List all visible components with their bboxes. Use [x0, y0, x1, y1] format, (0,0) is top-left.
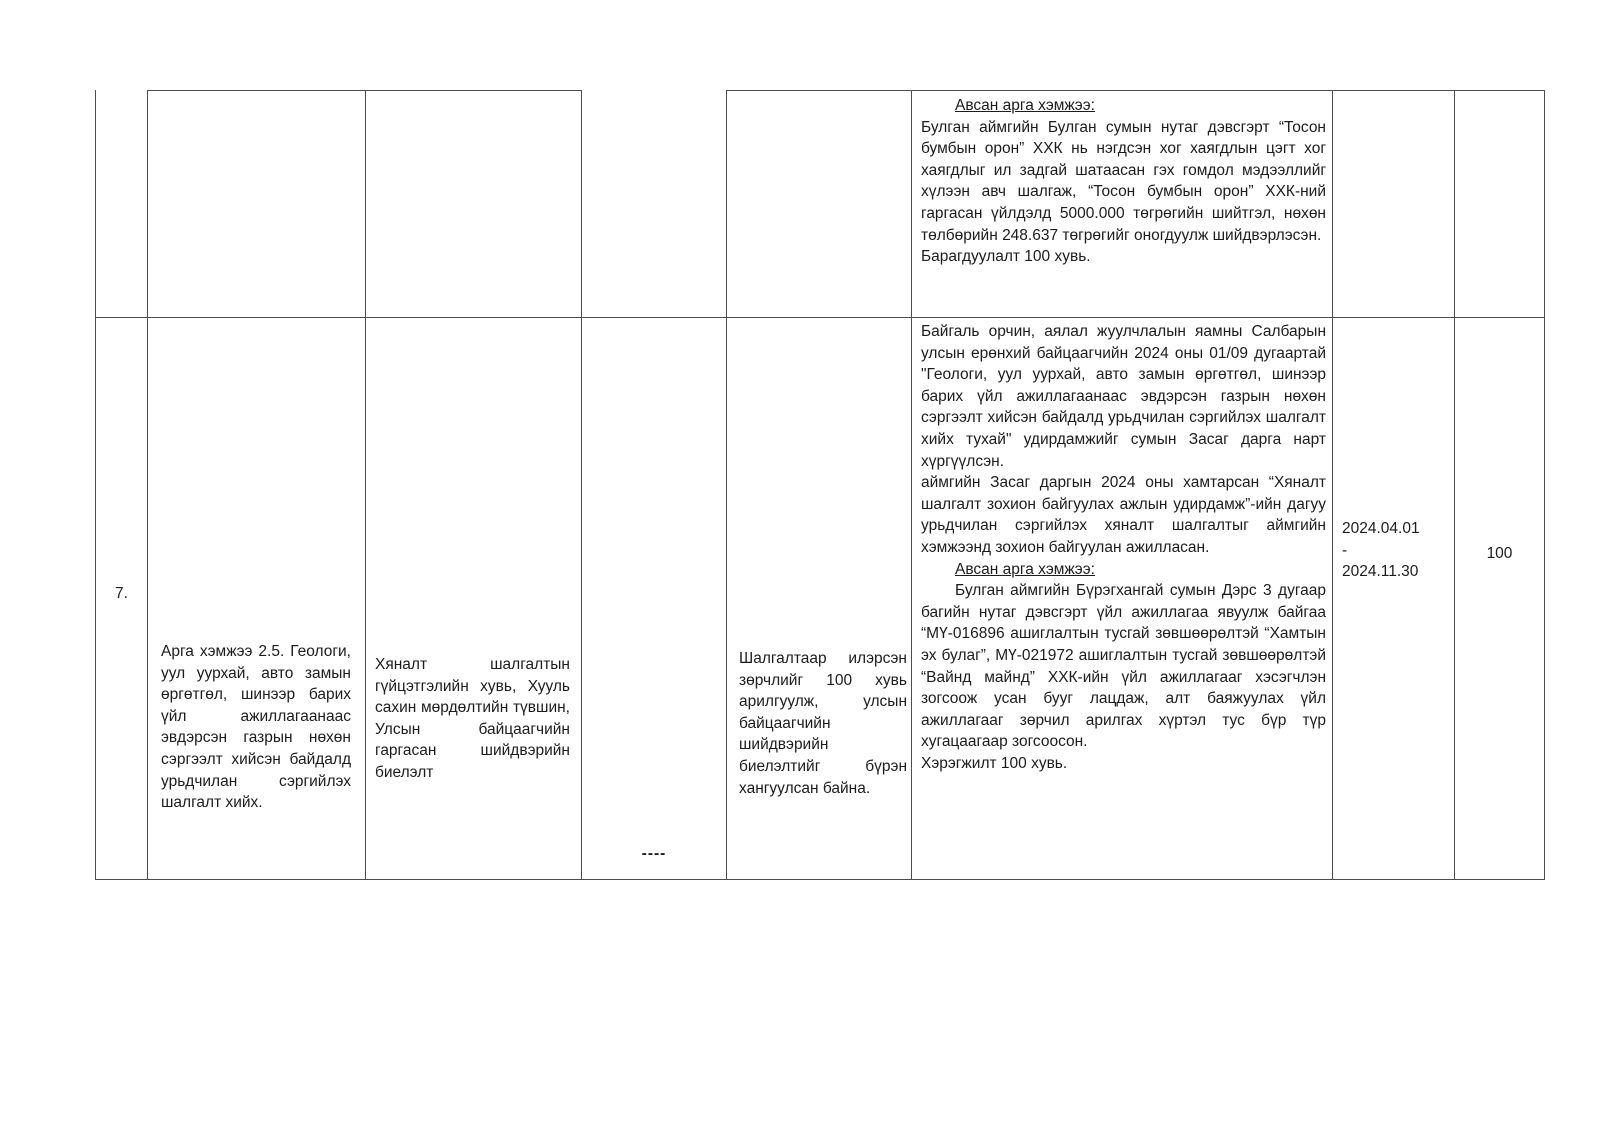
- result-paragraph: Булган аймгийн Бүрэгхангай сумын Дэрс 3 дугаар багийн нутаг дэвсгэрт үйл ажиллагаа явуулж байгаа “МҮ-016896 ашиглалтын тусгай зөвшөөрөлтэй “Хамтын эх булаг”, МҮ-021972 ашиглалтын тусгай зөвшөөрөлтэй “Вайнд майнд” ХХК-ийн үйл ажиллагааг хэсэгчлэн зогсоож усан бууг лацдаж, алт баяжуулах үйл ажиллагааг зөрчил арилгах хүртэл тус бүр түр хугацаагаар зогсоосон.: [921, 582, 1326, 751]
- measure-text: Арга хэмжээ 2.5. Геологи, уул уурхай, авто замын өргөтгөл, шинээр барих үйл ажиллагаанаас эвдэрсэн газрын нөхөн сэргээлт хийсэн байдалд урьдчилан сэргийлэх шалгалт хийх.: [161, 643, 351, 812]
- continuation-measure-cell: [148, 90, 366, 318]
- result-paragraph: Байгаль орчин, аялал жуулчлалын яамны Салбарын улсын ерөнхий байцаагчийн 2024 оны 01/09 дугаартай "Геологи, уул уурхай, авто замын өргөтгөл, шинээр барих үйл ажиллагаанаас эвдэрсэн газрын нөхөн сэргээлт хийсэн байдалд урьдчилан сэргийлэх шалгалт хийх тухай" удирдамжийг сумын Засаг дарга нарт хүргүүлсэн.: [921, 323, 1326, 470]
- continuation-score-cell: [1455, 90, 1545, 318]
- report-table: [95, 90, 1545, 880]
- continuation-period-cell: [1333, 90, 1455, 318]
- indicator-cell: [366, 318, 582, 880]
- score-cell: [1455, 318, 1545, 880]
- target-text: Шалгалтаар илэрсэн зөрчлийг 100 хувь арилгуулж, улсын байцаагчийн шийдвэрийн биелэлтийг бүрэн хангуулсан байна.: [739, 650, 907, 797]
- continuation-budget-cell: [582, 90, 727, 318]
- result-paragraph: аймгийн Засаг даргын 2024 оны хамтарсан “Хяналт шалгалт зохион байгуулах ажлын удирдамж”-ийн дагуу урьдчилан сэргийлэх хяналт шалгалтыг аймгийн хэмжээнд зохион байгуулан ажилласан.: [921, 474, 1326, 556]
- continuation-target-cell: [727, 90, 912, 318]
- completion-note: Хэрэгжилт 100 хувь.: [921, 754, 1068, 772]
- result-paragraph: Булган аймгийн Булган сумын нутаг дэвсгэрт “Тосон бумбын орон” ХХК нь нэгдсэн хог хаягдлын цэгт хог хаягдлыг ил задгай шатаасан гэх гомдол мэдээллийг хүлээн авч шалгаж, “Тосон бумбын орон” ХХК-ний гаргасан үйлдэлд 5000.000 төгрөгийн шийтгэл, нөхөн төлбөрийн 248.637 төгрөгийг оногдуулж шийдвэрлэсэн.: [921, 118, 1326, 244]
- target-cell: [727, 318, 912, 880]
- period-to: 2024.11.30: [1342, 563, 1419, 581]
- score-value: 100: [1486, 545, 1513, 562]
- measure-cell: [148, 318, 366, 880]
- continuation-number-cell: [95, 90, 148, 318]
- result-cell: [912, 318, 1333, 880]
- taken-measures-heading: Авсан арга хэмжээ:: [955, 560, 1095, 578]
- period-cell: [1333, 318, 1455, 880]
- budget-cell: [582, 318, 727, 880]
- continuation-indicator-cell: [366, 90, 582, 318]
- period-from: 2024.04.01: [1342, 520, 1420, 537]
- continuation-result-cell: [912, 90, 1333, 318]
- period-separator: -: [1342, 541, 1348, 559]
- taken-measures-heading: Авсан арга хэмжээ:: [955, 97, 1095, 114]
- completion-note: Барагдуулалт 100 хувь.: [921, 248, 1091, 266]
- row-number: 7.: [95, 318, 148, 880]
- budget-dashes: ----: [641, 845, 667, 863]
- indicator-text: Хяналт шалгалтын гүйцэтгэлийн хувь, Хууль сахин мөрдөлтийн түвшин, Улсын байцаагчийн гаргасан шийдвэрийн биелэлт: [375, 656, 570, 781]
